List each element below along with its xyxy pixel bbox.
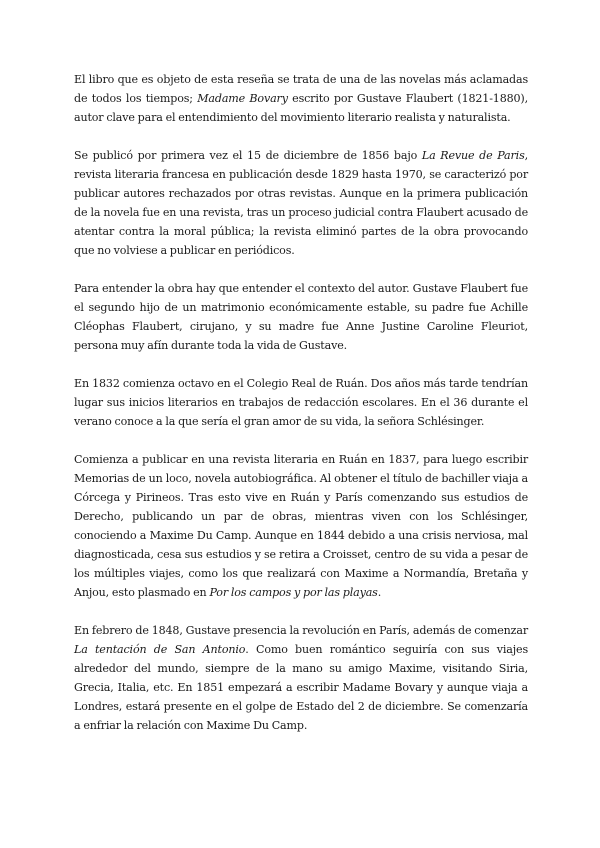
paragraph-text: escrito por Gustave Flaubert (1821-1880), autor clave para el entendimiento del movimiento literario realista y naturalista. xyxy=(74,92,528,124)
paragraph-text: Comienza a publicar en una revista literaria en Ruán en 1837, para luego escribir Memorias de un loco, novela autobiográfica. Al obtener el título de bachiller viaja a Córcega y Pirineos. Tras esto vive en Ruán y París comenzando sus estudios de Derecho, publicando un par de obras, mientras viven con los Schlésinger, conociendo a Maxime Du Camp. Aunque en 1844 debido a una crisis nerviosa, mal diagnosticada, cesa sus estudios y se retira a Croisset, centro de su vida a pesar de los múltiples viajes, como los que realizará con Maxime a Normandía, Bretaña y Anjou, esto plasmado en xyxy=(74,453,528,599)
paragraph-3 xyxy=(74,279,528,355)
paragraph-text: Se publicó por primera vez el 15 de diciembre de 1856 bajo xyxy=(74,149,422,162)
paragraph-4 xyxy=(74,374,528,431)
paragraph-text: . Como buen romántico seguiría con sus viajes alrededor del mundo, siempre de la mano su amigo Maxime, visitando Siria, Grecia, Italia, etc. En 1851 empezará a escribir Madame Bovary y aunque viaja a Londres, estará presente en el golpe de Estado del 2 de diciembre. Se comenzaría a enfriar la relación con Maxime Du Camp. xyxy=(74,643,528,732)
paragraph-text: En febrero de 1848, Gustave presencia la revolución en París, además de comenzar xyxy=(74,624,528,637)
book-title-madame-bovary: Madame Bovary xyxy=(197,92,288,105)
document-body xyxy=(74,70,528,735)
paragraph-text: Para entender la obra hay que entender el contexto del autor. Gustave Flaubert fue el segundo hijo de un matrimonio económicamente estable, su padre fue Achille Cléophas Flaubert, cirujano, y su madre fue Anne Justine Caroline Fleuriot, persona muy afín durante toda la vida de Gustave. xyxy=(74,282,528,352)
paragraph-text: . xyxy=(377,586,382,599)
paragraph-6 xyxy=(74,621,528,735)
book-title-por-los-campos: Por los campos y por las playas xyxy=(209,586,378,599)
book-title-la-tentacion: La tentación de San Antonio xyxy=(74,643,246,656)
paragraph-2 xyxy=(74,146,528,260)
paragraph-5 xyxy=(74,450,528,602)
paragraph-text: El libro que es objeto de esta reseña se trata de una de las novelas más aclamadas de todos los tiempos; xyxy=(74,73,528,105)
magazine-title-la-revue-de-paris: La Revue de Paris xyxy=(421,149,525,162)
paragraph-text: , revista literaria francesa en publicación desde 1829 hasta 1970, se caracterizó por publicar autores rechazados por otras revistas. Aunque en la primera publicación de la novela fue en una revista, tras un proceso judicial contra Flaubert acusado de atentar contra la moral pública; la revista eliminó partes de la obra provocando que no volviese a publicar en periódicos. xyxy=(74,149,529,257)
paragraph-1 xyxy=(74,70,528,127)
paragraph-text: En 1832 comienza octavo en el Colegio Real de Ruán. Dos años más tarde tendrían lugar sus inicios literarios en trabajos de redacción escolares. En el 36 durante el verano conoce a la que sería el gran amor de su vida, la señora Schlésinger. xyxy=(74,377,528,428)
